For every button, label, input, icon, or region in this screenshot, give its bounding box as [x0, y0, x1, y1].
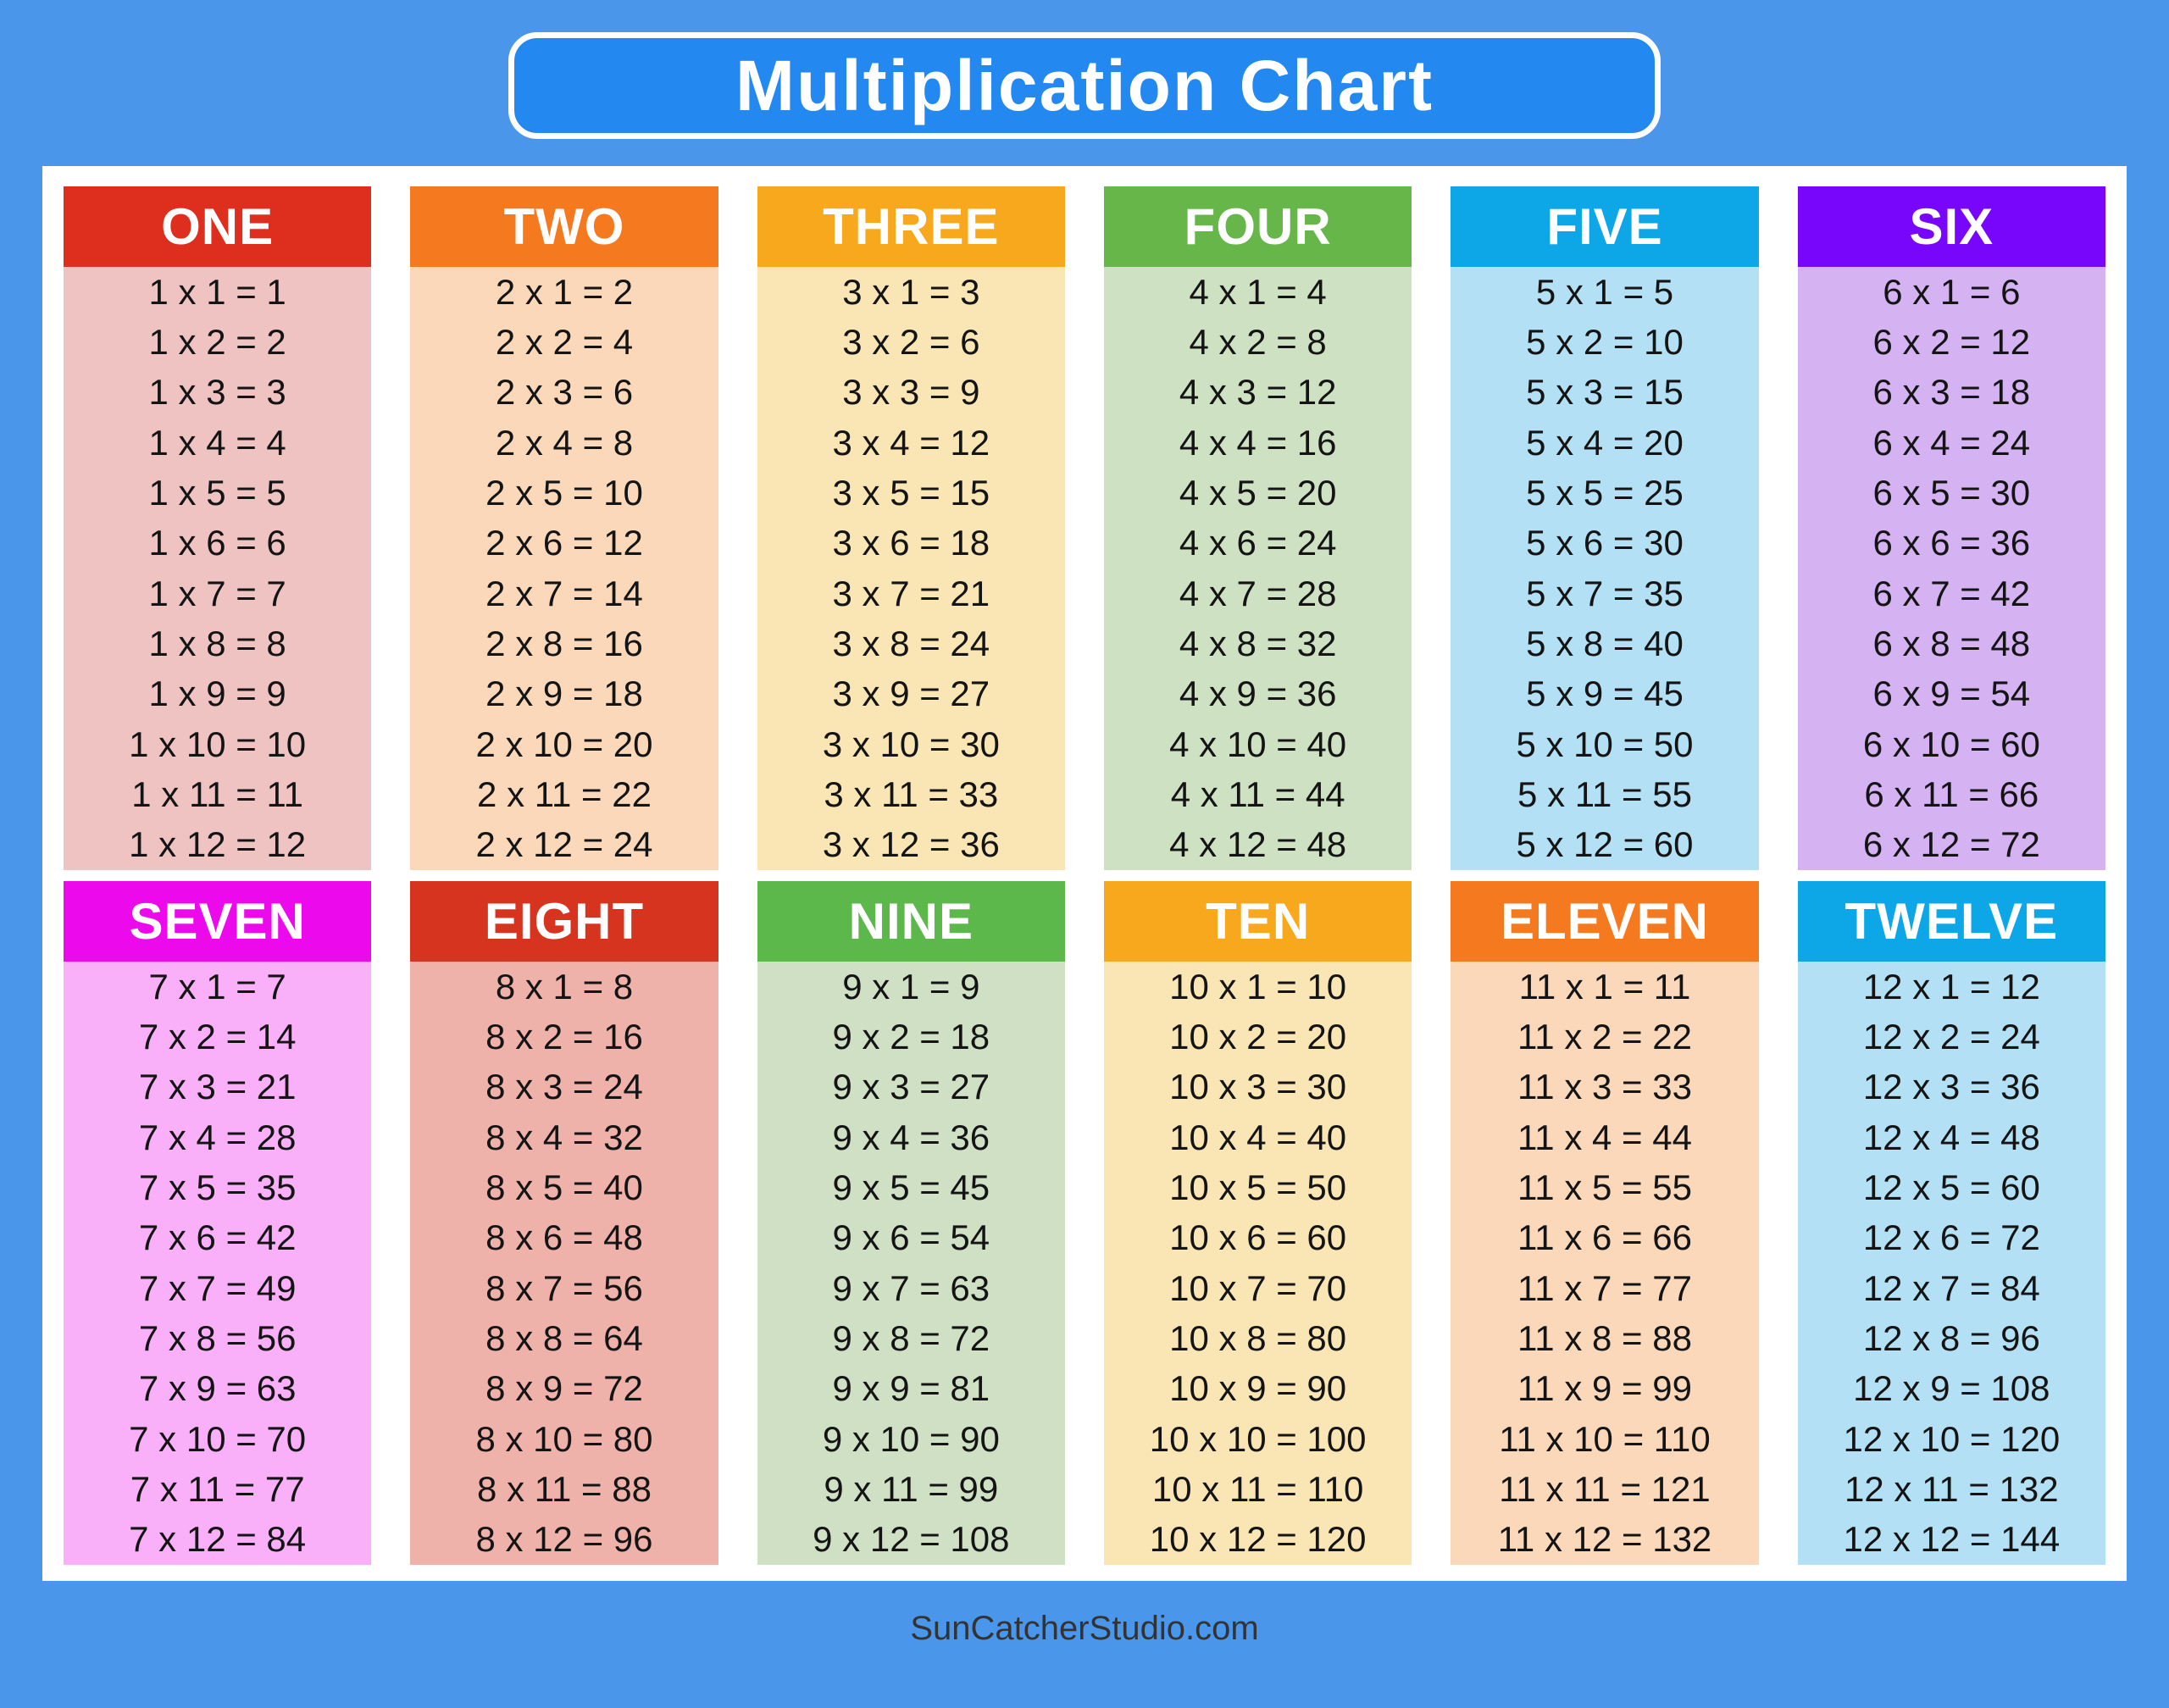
fact-row: 2 x 7 = 14: [485, 573, 643, 613]
fact-row: 9 x 1 = 9: [842, 966, 980, 1006]
fact-row: 8 x 5 = 40: [485, 1167, 643, 1207]
tables-panel: [42, 166, 2127, 1581]
title-box: [508, 32, 1661, 139]
table-column-seven: [64, 881, 371, 1565]
fact-row: 6 x 9 = 54: [1872, 674, 2031, 714]
fact-row: 6 x 5 = 30: [1872, 472, 2031, 513]
table-column-five: [1451, 186, 1758, 870]
table-body-twelve: [1798, 962, 2105, 1565]
fact-row: 1 x 5 = 5: [148, 472, 286, 513]
fact-row: 12 x 4 = 48: [1862, 1117, 2040, 1157]
fact-row: 7 x 1 = 7: [148, 966, 286, 1006]
fact-row: 12 x 10 = 120: [1843, 1418, 2061, 1459]
fact-row: 6 x 10 = 60: [1862, 724, 2040, 764]
fact-row: 7 x 3 = 21: [138, 1067, 297, 1107]
fact-row: 6 x 3 = 18: [1872, 372, 2031, 413]
table-column-twelve: [1798, 881, 2105, 1565]
fact-row: 9 x 2 = 18: [832, 1016, 990, 1056]
table-body-four: [1104, 267, 1412, 870]
fact-row: 2 x 3 = 6: [495, 372, 634, 413]
fact-row: 1 x 3 = 3: [148, 372, 286, 413]
multiplication-chart-page: [0, 32, 2169, 1676]
fact-row: 3 x 5 = 15: [832, 472, 990, 513]
table-body-two: [410, 267, 718, 870]
fact-row: 4 x 2 = 8: [1189, 321, 1327, 362]
table-column-two: [410, 186, 718, 870]
fact-row: 9 x 9 = 81: [832, 1368, 990, 1409]
table-header-two: TWO: [410, 186, 718, 267]
fact-row: 10 x 2 = 20: [1169, 1016, 1347, 1056]
fact-row: 4 x 9 = 36: [1179, 674, 1337, 714]
fact-row: 12 x 8 = 96: [1862, 1317, 2040, 1358]
fact-row: 4 x 1 = 4: [1189, 271, 1327, 312]
table-body-six: [1798, 267, 2105, 870]
fact-row: 3 x 3 = 9: [842, 372, 980, 413]
fact-row: 11 x 4 = 44: [1517, 1117, 1692, 1157]
fact-row: 2 x 11 = 22: [477, 774, 652, 814]
fact-row: 7 x 11 = 77: [130, 1468, 305, 1509]
fact-row: 1 x 7 = 7: [148, 573, 286, 613]
fact-row: 7 x 6 = 42: [138, 1217, 297, 1258]
fact-row: 11 x 12 = 132: [1497, 1519, 1712, 1560]
fact-row: 11 x 10 = 110: [1499, 1418, 1711, 1459]
fact-row: 6 x 7 = 42: [1872, 573, 2031, 613]
table-header-ten: TEN: [1104, 881, 1412, 962]
fact-row: 12 x 5 = 60: [1862, 1167, 2040, 1207]
table-column-three: [757, 186, 1065, 870]
table-body-three: [757, 267, 1065, 870]
fact-row: 5 x 9 = 45: [1526, 674, 1684, 714]
fact-row: 4 x 3 = 12: [1179, 372, 1337, 413]
fact-row: 2 x 4 = 8: [495, 422, 634, 463]
fact-row: 12 x 3 = 36: [1862, 1067, 2040, 1107]
table-column-nine: [757, 881, 1065, 1565]
fact-row: 3 x 9 = 27: [832, 674, 990, 714]
table-column-four: [1104, 186, 1412, 870]
table-header-eight: EIGHT: [410, 881, 718, 962]
page-title: Multiplication Chart: [735, 45, 1434, 125]
fact-row: 6 x 6 = 36: [1872, 523, 2031, 563]
fact-row: 7 x 5 = 35: [138, 1167, 297, 1207]
fact-row: 5 x 7 = 35: [1526, 573, 1684, 613]
table-header-eleven: ELEVEN: [1451, 881, 1758, 962]
fact-row: 1 x 12 = 12: [129, 824, 307, 865]
fact-row: 10 x 4 = 40: [1169, 1117, 1347, 1157]
fact-row: 11 x 11 = 121: [1499, 1468, 1711, 1509]
table-body-ten: [1104, 962, 1412, 1565]
fact-row: 2 x 10 = 20: [475, 724, 653, 764]
fact-row: 12 x 9 = 108: [1853, 1368, 2050, 1409]
fact-row: 1 x 2 = 2: [148, 321, 286, 362]
fact-row: 9 x 11 = 99: [824, 1468, 999, 1509]
fact-row: 11 x 5 = 55: [1517, 1167, 1692, 1207]
fact-row: 10 x 6 = 60: [1169, 1217, 1347, 1258]
fact-row: 9 x 8 = 72: [832, 1317, 990, 1358]
fact-row: 10 x 12 = 120: [1149, 1519, 1367, 1560]
fact-row: 12 x 2 = 24: [1862, 1016, 2040, 1056]
fact-row: 6 x 12 = 72: [1862, 824, 2040, 865]
table-body-eleven: [1451, 962, 1758, 1565]
fact-row: 8 x 3 = 24: [485, 1067, 643, 1107]
fact-row: 4 x 12 = 48: [1169, 824, 1347, 865]
fact-row: 5 x 3 = 15: [1526, 372, 1684, 413]
fact-row: 5 x 2 = 10: [1526, 321, 1684, 362]
fact-row: 6 x 4 = 24: [1872, 422, 2031, 463]
fact-row: 12 x 12 = 144: [1843, 1519, 2061, 1560]
table-body-seven: [64, 962, 371, 1565]
fact-row: 10 x 11 = 110: [1151, 1468, 1364, 1509]
fact-row: 2 x 5 = 10: [485, 472, 643, 513]
fact-row: 2 x 8 = 16: [485, 623, 643, 663]
table-column-ten: [1104, 881, 1412, 1565]
fact-row: 8 x 8 = 64: [485, 1317, 643, 1358]
fact-row: 7 x 7 = 49: [138, 1267, 297, 1308]
fact-row: 10 x 3 = 30: [1169, 1067, 1347, 1107]
fact-row: 5 x 11 = 55: [1517, 774, 1692, 814]
fact-row: 2 x 12 = 24: [475, 824, 653, 865]
table-body-one: [64, 267, 371, 870]
fact-row: 7 x 8 = 56: [138, 1317, 297, 1358]
fact-row: 12 x 1 = 12: [1862, 966, 2040, 1006]
fact-row: 4 x 7 = 28: [1179, 573, 1337, 613]
fact-row: 9 x 12 = 108: [813, 1519, 1010, 1560]
fact-row: 3 x 12 = 36: [822, 824, 1000, 865]
fact-row: 9 x 10 = 90: [822, 1418, 1000, 1459]
fact-row: 3 x 2 = 6: [842, 321, 980, 362]
fact-row: 8 x 12 = 96: [475, 1519, 653, 1560]
fact-row: 5 x 5 = 25: [1526, 472, 1684, 513]
fact-row: 1 x 6 = 6: [148, 523, 286, 563]
fact-row: 5 x 10 = 50: [1516, 724, 1694, 764]
fact-row: 4 x 6 = 24: [1179, 523, 1337, 563]
fact-row: 2 x 1 = 2: [495, 271, 634, 312]
fact-row: 9 x 7 = 63: [832, 1267, 990, 1308]
fact-row: 5 x 4 = 20: [1526, 422, 1684, 463]
fact-row: 8 x 10 = 80: [475, 1418, 653, 1459]
table-header-three: THREE: [757, 186, 1065, 267]
fact-row: 8 x 2 = 16: [485, 1016, 643, 1056]
fact-row: 1 x 1 = 1: [148, 271, 286, 312]
fact-row: 8 x 9 = 72: [485, 1368, 643, 1409]
fact-row: 4 x 10 = 40: [1169, 724, 1347, 764]
table-header-six: SIX: [1798, 186, 2105, 267]
fact-row: 10 x 10 = 100: [1149, 1418, 1367, 1459]
table-column-one: [64, 186, 371, 870]
fact-row: 4 x 4 = 16: [1179, 422, 1337, 463]
fact-row: 1 x 9 = 9: [148, 674, 286, 714]
fact-row: 3 x 6 = 18: [832, 523, 990, 563]
table-header-seven: SEVEN: [64, 881, 371, 962]
fact-row: 11 x 8 = 88: [1517, 1317, 1692, 1358]
fact-row: 9 x 5 = 45: [832, 1167, 990, 1207]
fact-row: 10 x 5 = 50: [1169, 1167, 1347, 1207]
fact-row: 11 x 6 = 66: [1517, 1217, 1692, 1258]
fact-row: 4 x 11 = 44: [1170, 774, 1345, 814]
fact-row: 3 x 1 = 3: [842, 271, 980, 312]
fact-row: 11 x 2 = 22: [1517, 1016, 1692, 1056]
fact-row: 5 x 8 = 40: [1526, 623, 1684, 663]
table-body-nine: [757, 962, 1065, 1565]
fact-row: 3 x 10 = 30: [822, 724, 1000, 764]
table-header-one: ONE: [64, 186, 371, 267]
fact-row: 11 x 3 = 33: [1517, 1067, 1692, 1107]
fact-row: 12 x 11 = 132: [1844, 1468, 2059, 1509]
fact-row: 6 x 11 = 66: [1864, 774, 2039, 814]
table-column-six: [1798, 186, 2105, 870]
fact-row: 9 x 4 = 36: [832, 1117, 990, 1157]
table-header-twelve: TWELVE: [1798, 881, 2105, 962]
fact-row: 2 x 2 = 4: [495, 321, 634, 362]
fact-row: 9 x 6 = 54: [832, 1217, 990, 1258]
fact-row: 3 x 8 = 24: [832, 623, 990, 663]
fact-row: 8 x 11 = 88: [477, 1468, 652, 1509]
fact-row: 12 x 7 = 84: [1862, 1267, 2040, 1308]
fact-row: 8 x 6 = 48: [485, 1217, 643, 1258]
table-header-five: FIVE: [1451, 186, 1758, 267]
fact-row: 5 x 12 = 60: [1516, 824, 1694, 865]
fact-row: 5 x 6 = 30: [1526, 523, 1684, 563]
fact-row: 11 x 1 = 11: [1518, 966, 1691, 1006]
table-body-five: [1451, 267, 1758, 870]
fact-row: 9 x 3 = 27: [832, 1067, 990, 1107]
footer-credit: SunCatcherStudio.com: [910, 1609, 1259, 1647]
table-column-eleven: [1451, 881, 1758, 1565]
fact-row: 12 x 6 = 72: [1862, 1217, 2040, 1258]
fact-row: 7 x 10 = 70: [129, 1418, 307, 1459]
fact-row: 2 x 9 = 18: [485, 674, 643, 714]
fact-row: 4 x 5 = 20: [1179, 472, 1337, 513]
fact-row: 6 x 2 = 12: [1872, 321, 2031, 362]
fact-row: 10 x 7 = 70: [1169, 1267, 1347, 1308]
table-body-eight: [410, 962, 718, 1565]
fact-row: 11 x 9 = 99: [1517, 1368, 1692, 1409]
fact-row: 7 x 12 = 84: [129, 1519, 307, 1560]
fact-row: 10 x 8 = 80: [1169, 1317, 1347, 1358]
fact-row: 7 x 2 = 14: [138, 1016, 297, 1056]
table-header-four: FOUR: [1104, 186, 1412, 267]
fact-row: 1 x 4 = 4: [148, 422, 286, 463]
fact-row: 8 x 7 = 56: [485, 1267, 643, 1308]
fact-row: 3 x 7 = 21: [832, 573, 990, 613]
fact-row: 5 x 1 = 5: [1535, 271, 1674, 312]
fact-row: 3 x 11 = 33: [824, 774, 999, 814]
fact-row: 2 x 6 = 12: [485, 523, 643, 563]
fact-row: 1 x 10 = 10: [129, 724, 307, 764]
table-column-eight: [410, 881, 718, 1565]
fact-row: 7 x 9 = 63: [138, 1368, 297, 1409]
tables-grid: [64, 186, 2105, 1565]
fact-row: 1 x 11 = 11: [131, 774, 304, 814]
fact-row: 10 x 1 = 10: [1169, 966, 1347, 1006]
table-header-nine: NINE: [757, 881, 1065, 962]
fact-row: 11 x 7 = 77: [1517, 1267, 1692, 1308]
fact-row: 4 x 8 = 32: [1179, 623, 1337, 663]
fact-row: 8 x 1 = 8: [495, 966, 634, 1006]
fact-row: 6 x 1 = 6: [1883, 271, 2021, 312]
fact-row: 1 x 8 = 8: [148, 623, 286, 663]
fact-row: 6 x 8 = 48: [1872, 623, 2031, 663]
fact-row: 8 x 4 = 32: [485, 1117, 643, 1157]
fact-row: 7 x 4 = 28: [138, 1117, 297, 1157]
fact-row: 3 x 4 = 12: [832, 422, 990, 463]
fact-row: 10 x 9 = 90: [1169, 1368, 1347, 1409]
